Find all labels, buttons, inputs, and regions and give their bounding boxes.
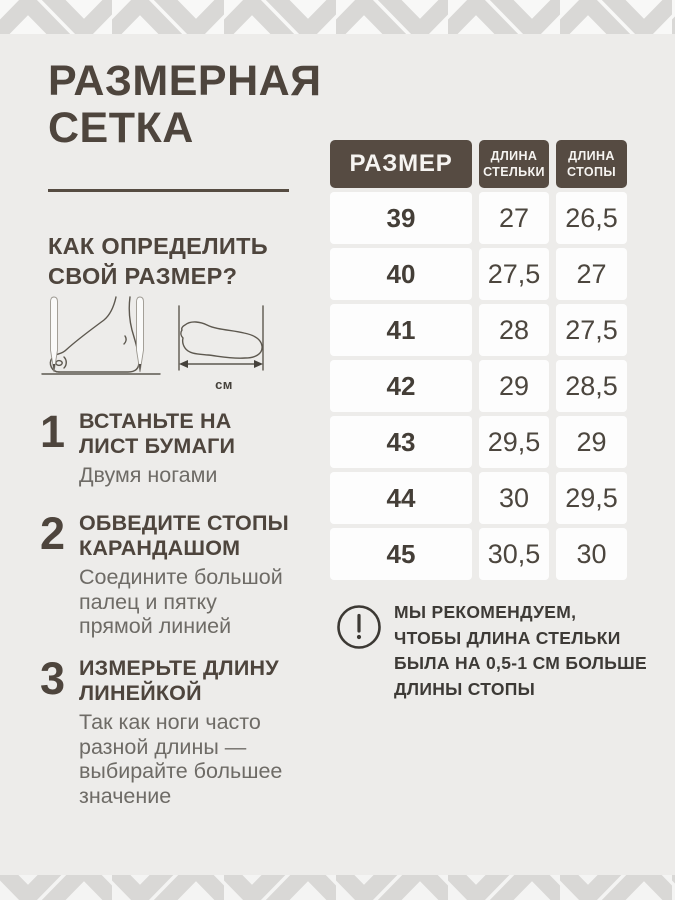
table-cell-size: 41 [330,304,472,356]
step-3-number: 3 [40,653,66,704]
step-2 [40,508,305,639]
table-header-line: РАЗМЕР [349,150,453,177]
step-1-number: 1 [40,406,66,457]
recommendation-note-line: ЧТОБЫ ДЛИНА СТЕЛЬКИ [394,627,621,648]
title-divider [48,189,289,192]
table-cell-foot: 30 [556,528,627,580]
chevron-pattern-top [0,0,675,34]
step-2-subtext-line: палец и пятку [79,589,217,614]
page-title-line: СЕТКА [48,104,194,152]
table-cell-insole: 27,5 [479,248,549,300]
table-cell-size: 42 [330,360,472,412]
pencil-icon [137,297,144,372]
page-title [48,58,322,152]
step-2-subtext-line: Соедините большой [79,565,283,589]
step-3-heading-line: ЛИНЕЙКОЙ [79,680,202,705]
step-1-heading [79,409,305,458]
table-cell-insole: 30,5 [479,528,549,580]
chevron-pattern-bottom [0,875,675,900]
how-to-heading-line: СВОЙ РАЗМЕР? [48,263,238,289]
recommendation-note [394,600,649,702]
page-title-line: РАЗМЕРНАЯ [48,57,322,105]
step-2-subtext-line: прямой линией [79,614,232,638]
table-header-insole-length [479,140,549,188]
table-header-foot-length [556,140,627,188]
table-cell-foot: 28,5 [556,360,627,412]
step-2-heading-line: ОБВЕДИТЕ СТОПЫ [79,511,289,535]
recommendation-note-line: ДЛИНЫ СТОПЫ [394,678,536,699]
table-header-line: СТОПЫ [567,165,616,179]
cm-unit-label: см [215,377,233,392]
table-cell-insole: 30 [479,472,549,524]
step-3-subtext-line: Так как ноги часто [79,710,261,734]
table-cell-size: 44 [330,472,472,524]
table-header-line: СТЕЛЬКИ [483,165,545,179]
table-header-size [330,140,472,188]
chevron-pattern-icon [0,875,675,900]
table-cell-foot: 26,5 [556,192,627,244]
step-2-heading [79,511,305,560]
how-to-heading [48,231,268,291]
table-cell-foot: 29,5 [556,472,627,524]
step-3-subtext-line: разной длины — [79,734,247,759]
step-1-subtext-line: Двумя ногами [79,463,218,487]
table-cell-size: 43 [330,416,472,468]
step-1-heading-line: ЛИСТ БУМАГИ [79,433,236,458]
step-3-heading [79,656,305,705]
step-1-heading-line: ВСТАНЬТЕ НА [79,409,232,433]
step-2-heading-line: КАРАНДАШОМ [79,535,241,560]
table-cell-foot: 27 [556,248,627,300]
table-cell-size: 39 [330,192,472,244]
foot-outline-measure-icon [170,292,280,384]
foot-measure-side-icon [38,292,164,384]
table-cell-insole: 28 [479,304,549,356]
step-3-heading-line: ИЗМЕРЬТЕ ДЛИНУ [79,656,279,680]
step-1-subtext [79,463,305,488]
recommendation-note-line: БЫЛА НА 0,5-1 СМ БОЛЬШЕ [394,653,647,673]
table-cell-foot: 27,5 [556,304,627,356]
exclamation-icon [334,602,384,652]
table-cell-size: 40 [330,248,472,300]
step-3-subtext-line: значение [79,783,172,808]
size-table [330,140,627,580]
recommendation-note-line: МЫ РЕКОМЕНДУЕМ, [394,602,577,622]
table-cell-insole: 29 [479,360,549,412]
how-to-heading-line: КАК ОПРЕДЕЛИТЬ [48,233,268,259]
table-header-line: ДЛИНА [568,149,615,163]
chevron-pattern-icon [0,0,675,34]
step-3-subtext [79,710,305,808]
table-cell-insole: 29,5 [479,416,549,468]
table-cell-foot: 29 [556,416,627,468]
table-cell-insole: 27 [479,192,549,244]
step-3 [40,653,305,808]
table-cell-size: 45 [330,528,472,580]
step-2-number: 2 [40,508,66,559]
step-2-subtext [79,565,305,639]
step-1 [40,406,305,488]
table-header-line: ДЛИНА [490,149,538,163]
step-3-subtext-line: выбирайте большее [79,759,283,783]
